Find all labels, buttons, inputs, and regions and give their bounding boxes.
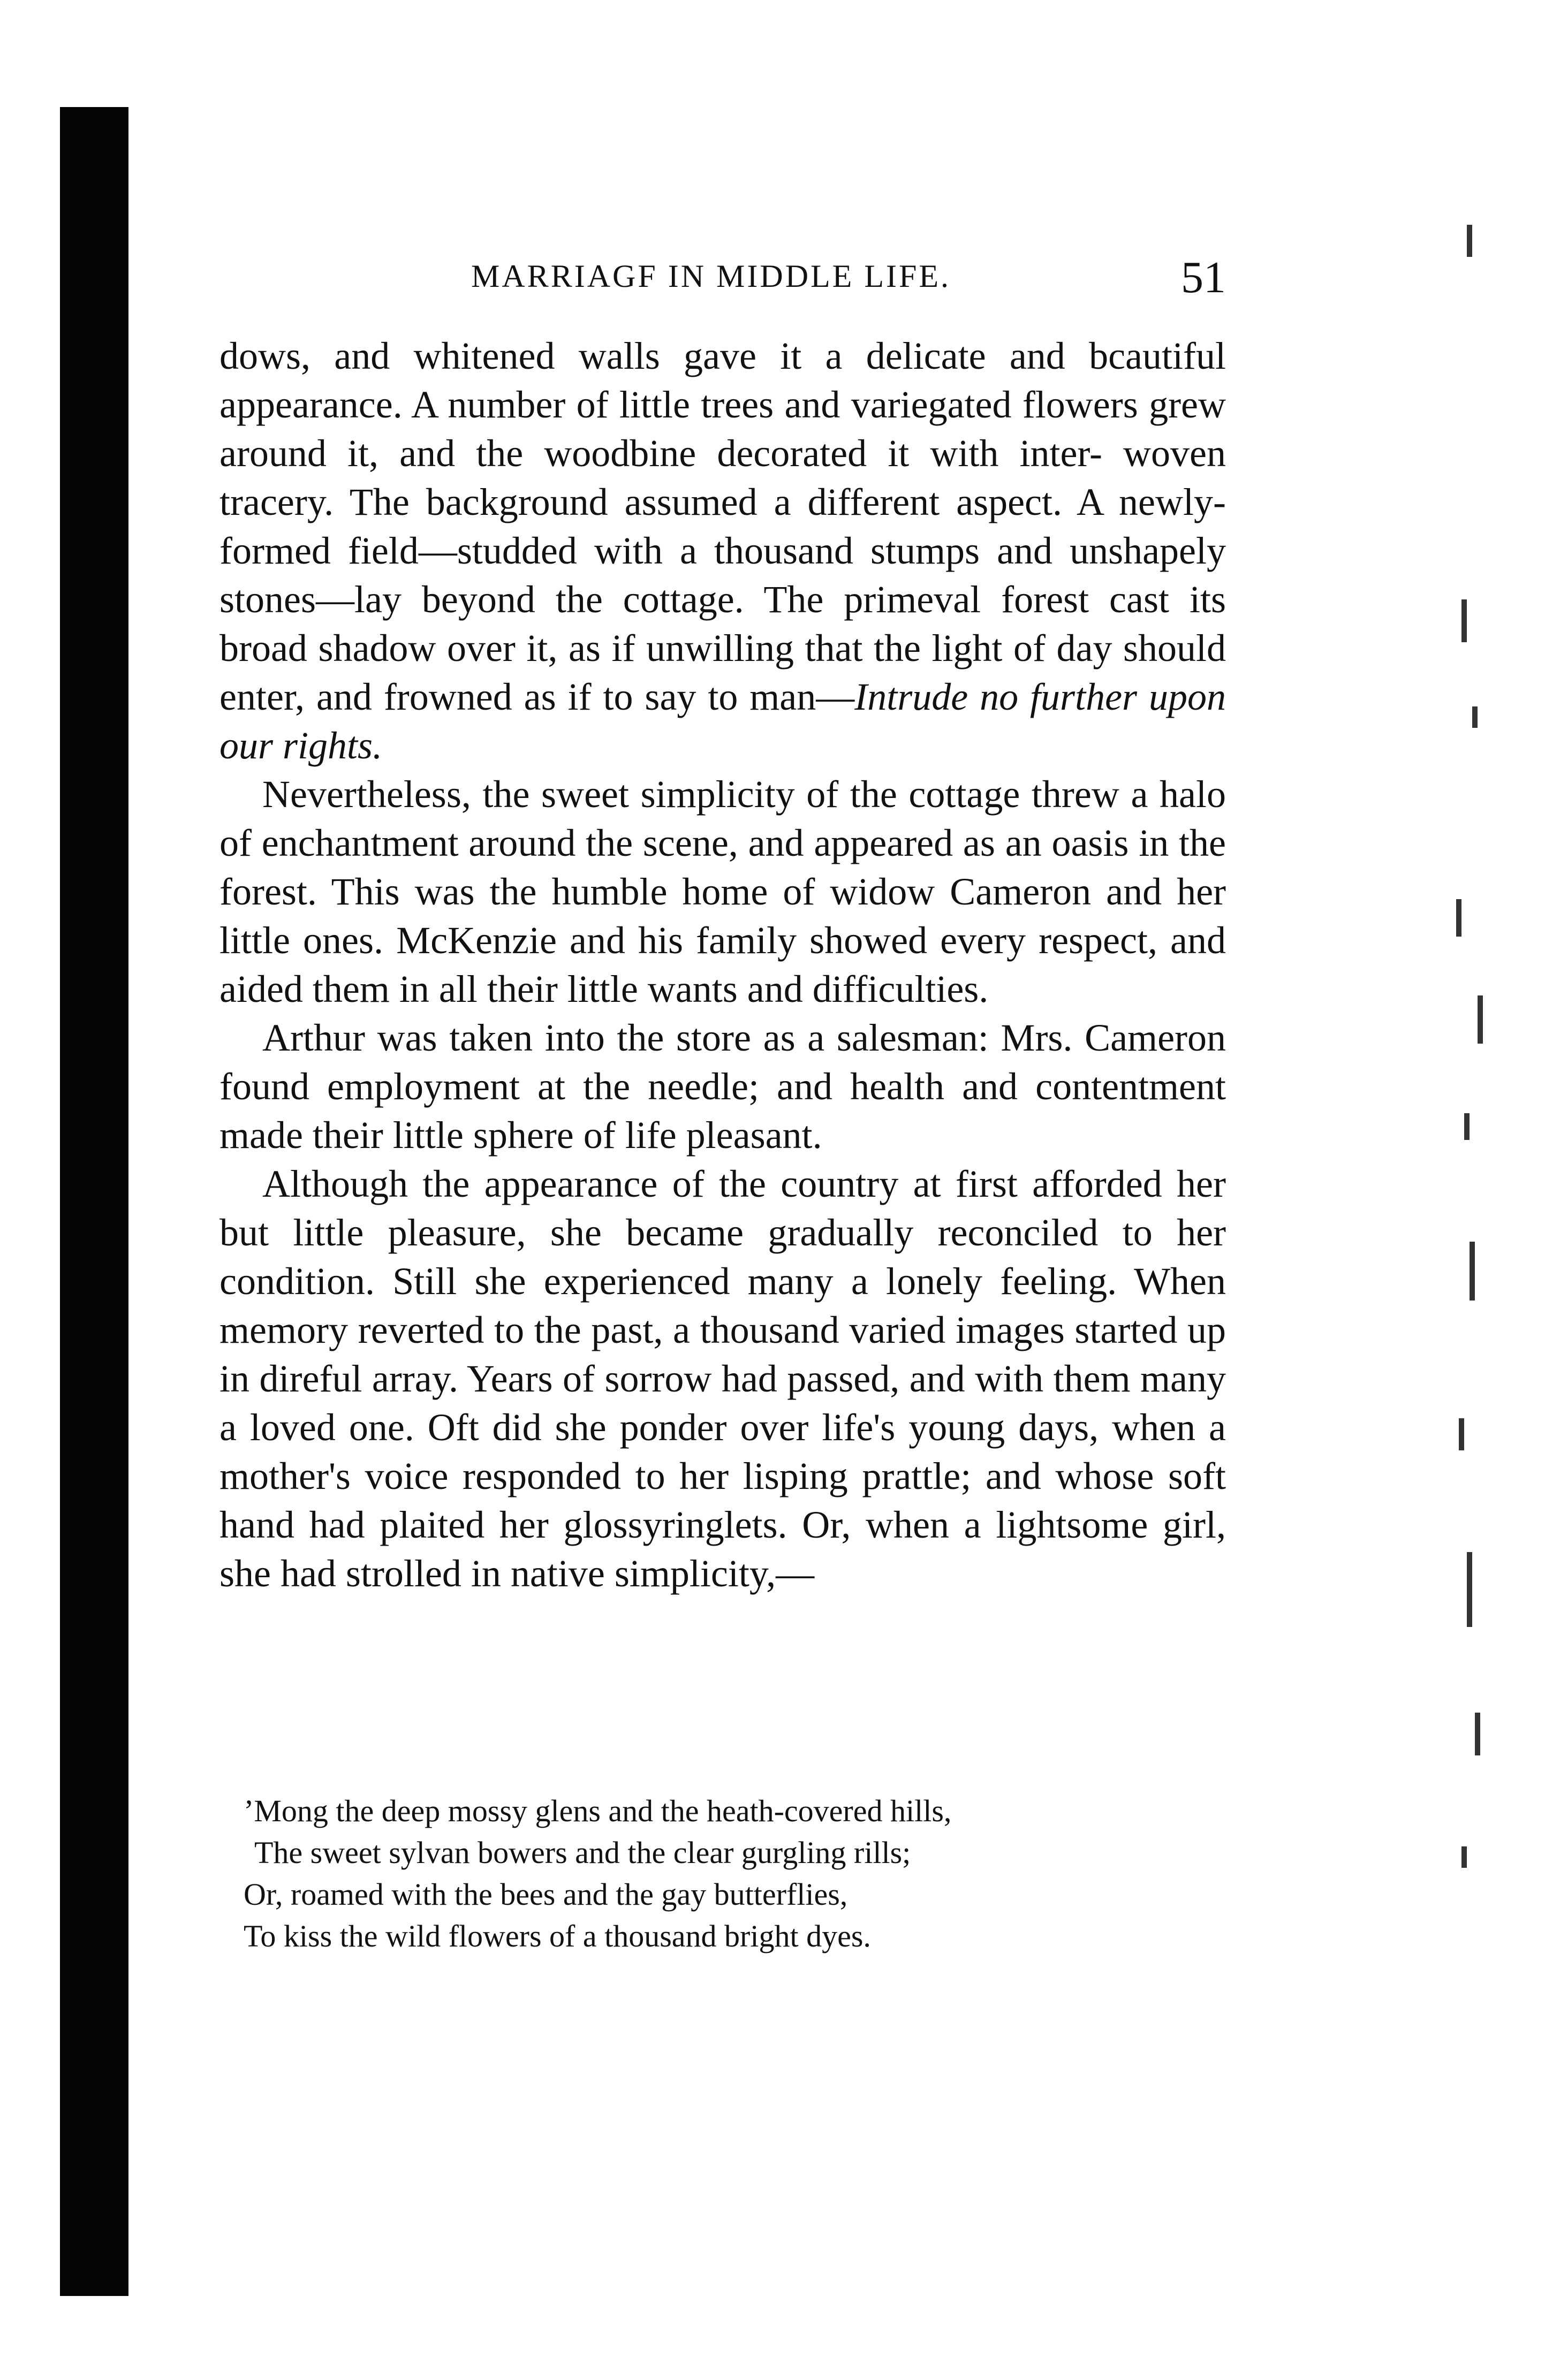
binding-shadow bbox=[60, 107, 128, 2296]
poem-line: Or, roamed with the bees and the gay butterflies, bbox=[244, 1877, 848, 1912]
paragraph: Arthur was taken into the store as a salesman: Mrs. Cameron found employment at the needle; and health and contentment made their little sphere of life pleasant. bbox=[219, 1016, 1226, 1157]
poem-line: The sweet sylvan bowers and the clear gurgling rills; bbox=[254, 1835, 911, 1870]
margin-scan-marks bbox=[1445, 161, 1510, 2141]
paragraph: dows, and whitened walls gave it a delicate and bcautiful appearance. A number of little trees and variegated flowers grew around it, and the woodbine decorated it with inter- woven tracery. The background assumed a different aspect. A newly-formed field—studded with a thousand stumps and unshapely stones—lay beyond the cottage. The primeval forest cast its broad shadow over it, as if unwilling that the light of day should enter, and frowned as if to say to man—Intrude no further upon our rights. bbox=[219, 334, 1226, 767]
poem-quotation bbox=[244, 1790, 1234, 1957]
paragraph: Although the appearance of the country at first afforded her but little pleasure, she became gradually reconciled to her condition. Still she experienced many a lonely feeling. When memory reverted to the past, a thousand varied images started up in direful array. Years of sorrow had passed, and with them many a loved one. Oft did she ponder over life's young days, when a mother's voice responded to her lisping prattle; and whose soft hand had plaited her glossyringlets. Or, when a lightsome girl, she had strolled in native simplicity,— bbox=[219, 1162, 1226, 1595]
body-text bbox=[219, 332, 1226, 1598]
poem-line: ’Mong the deep mossy glens and the heath-covered hills, bbox=[244, 1793, 952, 1828]
poem-line: To kiss the wild flowers of a thousand bright dyes. bbox=[244, 1919, 871, 1953]
italic-quote: Intrude no further upon our rights. bbox=[219, 675, 1226, 767]
page-header bbox=[214, 252, 1226, 316]
page-number: 51 bbox=[1181, 253, 1226, 302]
running-head: MARRIAGF IN MIDDLE LIFE. bbox=[471, 258, 951, 294]
paragraph: Nevertheless, the sweet simplicity of the cottage threw a halo of enchantment around the scene, and appeared as an oasis in the forest. This was the humble home of widow Cameron and her little ones. McKenzie and his family showed every respect, and aided them in all their little wants and difficulties. bbox=[219, 773, 1226, 1010]
